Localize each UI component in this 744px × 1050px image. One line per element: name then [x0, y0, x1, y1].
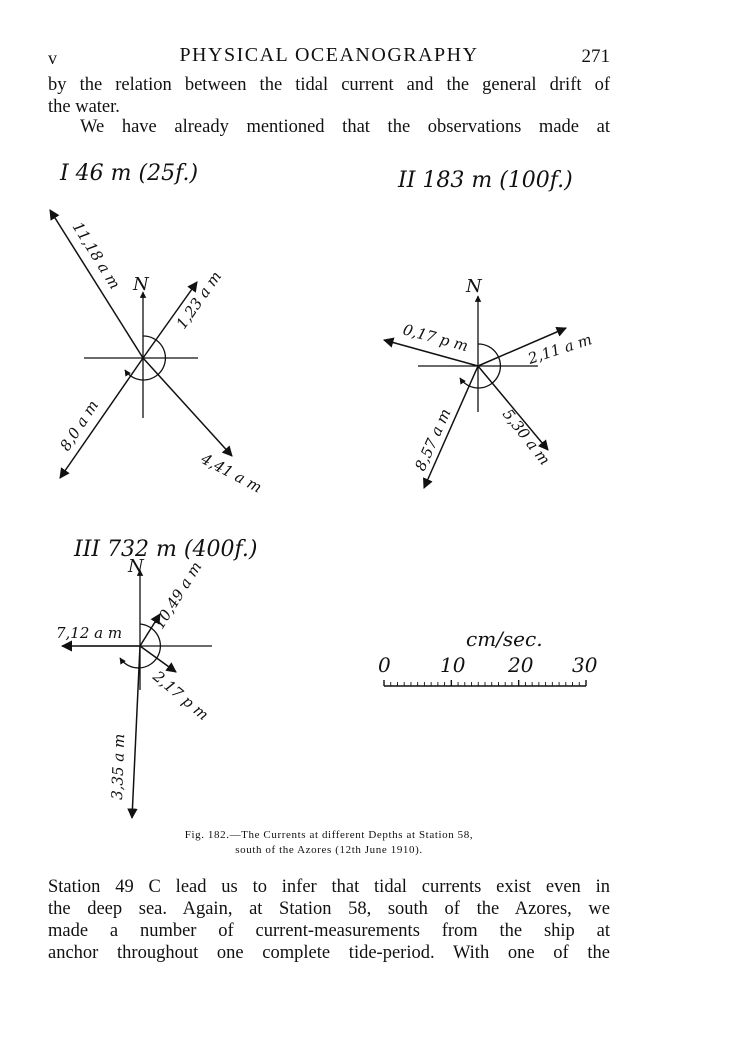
- time-label: 8,0 a m: [56, 396, 103, 455]
- current-vector: [140, 646, 176, 672]
- scale-unit: cm/sec.: [466, 627, 543, 651]
- north-label: N: [466, 276, 482, 297]
- time-label: 10,49 a m: [150, 558, 206, 633]
- time-label: 3,35 a m: [108, 733, 129, 801]
- paragraph-second: [48, 116, 610, 138]
- diagram-i: [50, 161, 265, 497]
- time-label: 4,41 a m: [198, 449, 265, 497]
- text-line: the water.: [48, 97, 120, 117]
- diagram-title: I 46 m (25f.): [60, 161, 199, 186]
- caption-line: Fig. 182.—The Currents at different Depths at Station 58,: [184, 829, 474, 841]
- scale-tick-label: 30: [572, 653, 598, 677]
- page-number: 271: [581, 46, 610, 67]
- chapter-number: v: [48, 48, 57, 68]
- current-diagrams-figure: [0, 140, 744, 870]
- time-label: 2,17 p m: [149, 667, 213, 724]
- north-label: N: [133, 274, 149, 295]
- scale-ticks: [384, 680, 586, 686]
- current-vector: [132, 646, 140, 818]
- figure-caption: [48, 828, 610, 858]
- time-label: 0,17 p m: [400, 320, 471, 356]
- text-line: We have already mentioned that the observations made at: [80, 117, 610, 137]
- velocity-scale: [378, 627, 598, 686]
- time-label: 11,18 a m: [68, 218, 124, 293]
- time-label: 7,12 a m: [56, 624, 123, 642]
- scale-tick-label: 0: [378, 653, 391, 677]
- time-label: 1,23 a m: [172, 267, 226, 333]
- time-label: 5,30 a m: [498, 405, 554, 469]
- paragraph-top: [48, 74, 610, 118]
- paragraph-bottom: [48, 876, 610, 964]
- diagram-title: II 183 m (100f.): [398, 168, 573, 193]
- page-header: [48, 44, 610, 72]
- scale-tick-label: 10: [440, 653, 466, 677]
- current-vector: [50, 210, 143, 358]
- text-line: made a number of current-measurements from the ship at: [48, 921, 610, 941]
- diagram-ii: [384, 168, 594, 488]
- text-line: anchor throughout one complete tide-period. With one of the: [48, 943, 610, 963]
- time-label: 2,11 a m: [525, 330, 595, 368]
- scale-tick-label: 20: [508, 653, 534, 677]
- caption-line: south of the Azores (12th June 1910).: [235, 844, 423, 856]
- diagram-title: III 732 m (400f.): [74, 537, 258, 562]
- north-label: N: [128, 556, 144, 577]
- text-line: Station 49 C lead us to infer that tidal currents exist even in: [48, 877, 610, 897]
- text-line: by the relation between the tidal current and the general drift of: [48, 75, 610, 95]
- diagram-iii: [56, 537, 257, 818]
- time-label: 8,57 a m: [411, 405, 455, 474]
- running-title: PHYSICAL OCEANOGRAPHY: [179, 44, 479, 66]
- current-vector: [143, 358, 232, 456]
- text-line: the deep sea. Again, at Station 58, south of the Azores, we: [48, 899, 610, 919]
